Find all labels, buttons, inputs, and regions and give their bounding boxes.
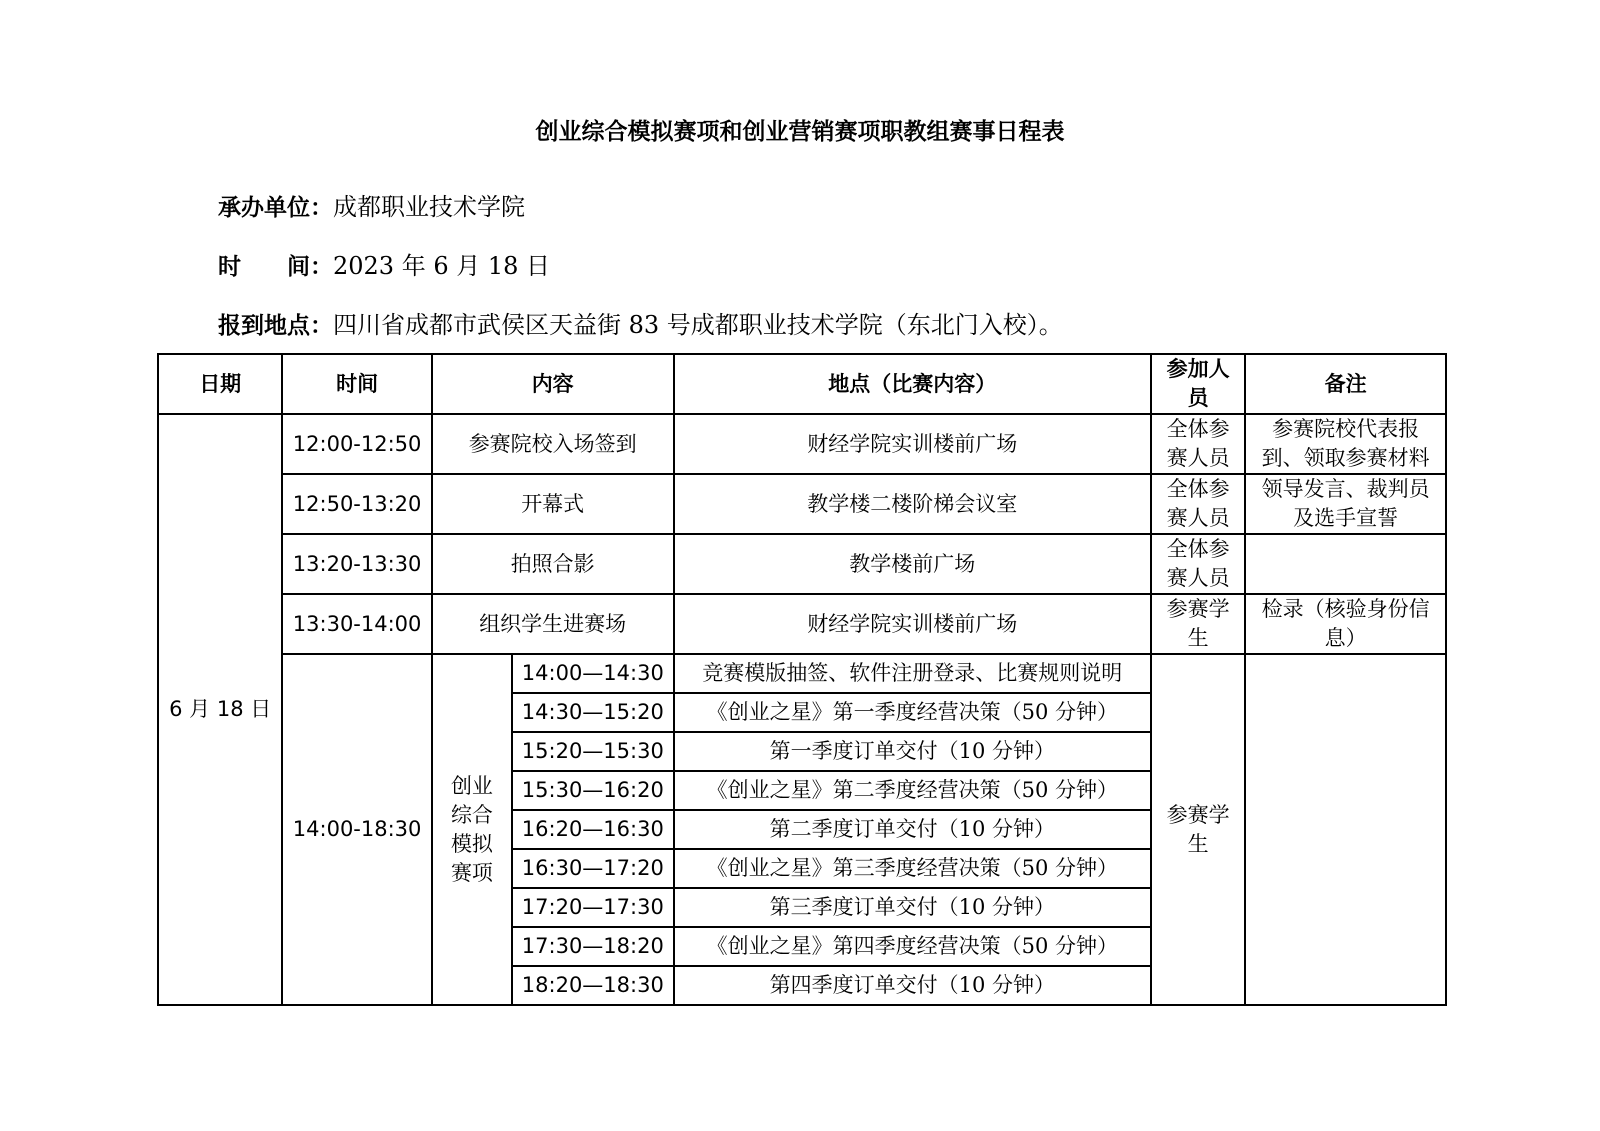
session-activity: 第二季度订单交付（10 分钟） — [674, 810, 1151, 849]
session-time: 18:20—18:30 — [512, 966, 674, 1005]
row-notes — [1245, 534, 1446, 594]
venue-label: 报到地点： — [218, 313, 333, 339]
venue-line — [218, 305, 1063, 340]
session-activity: 第一季度订单交付（10 分钟） — [674, 732, 1151, 771]
row-participants: 全体参赛人员 — [1151, 414, 1245, 474]
session-time: 17:20—17:30 — [512, 888, 674, 927]
session-time: 14:00—14:30 — [512, 654, 674, 693]
row-location: 教学楼二楼阶梯会议室 — [674, 474, 1151, 534]
row-location: 教学楼前广场 — [674, 534, 1151, 594]
row-content: 参赛院校入场签到 — [432, 414, 674, 474]
header-notes: 备注 — [1245, 354, 1446, 414]
host-line — [218, 187, 525, 222]
session-time: 14:30—15:20 — [512, 693, 674, 732]
page-title: 创业综合模拟赛项和创业营销赛项职教组赛事日程表 — [535, 119, 1065, 145]
table-row — [158, 474, 1446, 534]
table-row — [158, 414, 1446, 474]
row-time: 13:20-13:30 — [282, 534, 431, 594]
header-content: 内容 — [432, 354, 674, 414]
venue-value: 四川省成都市武侯区天益街 83 号成都职业技术学院（东北门入校）。 — [333, 311, 1063, 339]
row-location: 财经学院实训楼前广场 — [674, 594, 1151, 654]
block-participants — [1151, 654, 1245, 1005]
block-time: 14:00-18:30 — [282, 654, 431, 1005]
row-time: 12:00-12:50 — [282, 414, 431, 474]
row-content: 拍照合影 — [432, 534, 674, 594]
session-time: 15:20—15:30 — [512, 732, 674, 771]
session-activity: 《创业之星》第二季度经营决策（50 分钟） — [674, 771, 1151, 810]
block-event-label: 创业综合模拟赛项 — [450, 773, 493, 885]
table-row — [158, 534, 1446, 594]
session-row — [158, 654, 1446, 693]
row-notes: 检录（核验身份信息） — [1245, 594, 1446, 654]
header-participants: 参加人员 — [1151, 354, 1245, 414]
row-time: 12:50-13:20 — [282, 474, 431, 534]
host-value: 成都职业技术学院 — [333, 193, 525, 221]
session-time: 15:30—16:20 — [512, 771, 674, 810]
block-participants-label: 参赛学生 — [1166, 802, 1230, 856]
session-time: 16:30—17:20 — [512, 849, 674, 888]
row-location: 财经学院实训楼前广场 — [674, 414, 1151, 474]
block-event — [432, 654, 512, 1005]
session-time: 16:20—16:30 — [512, 810, 674, 849]
host-label: 承办单位： — [218, 195, 333, 221]
session-time: 17:30—18:20 — [512, 927, 674, 966]
row-participants: 全体参赛人员 — [1151, 534, 1245, 594]
time-label: 时 间： — [218, 254, 333, 280]
row-participants: 全体参赛人员 — [1151, 474, 1245, 534]
time-value: 2023 年 6 月 18 日 — [333, 252, 551, 280]
row-participants: 参赛学生 — [1151, 594, 1245, 654]
schedule-table — [157, 353, 1447, 1006]
session-activity: 竞赛模版抽签、软件注册登录、比赛规则说明 — [674, 654, 1151, 693]
row-notes: 参赛院校代表报到、领取参赛材料 — [1245, 414, 1446, 474]
header-location: 地点（比赛内容） — [674, 354, 1151, 414]
row-content: 组织学生进赛场 — [432, 594, 674, 654]
header-date: 日期 — [158, 354, 282, 414]
session-activity: 《创业之星》第三季度经营决策（50 分钟） — [674, 849, 1151, 888]
row-content: 开幕式 — [432, 474, 674, 534]
row-notes: 领导发言、裁判员及选手宣誓 — [1245, 474, 1446, 534]
block-notes — [1245, 654, 1446, 1005]
session-activity: 第三季度订单交付（10 分钟） — [674, 888, 1151, 927]
header-time: 时间 — [282, 354, 431, 414]
table-row — [158, 594, 1446, 654]
session-activity: 《创业之星》第一季度经营决策（50 分钟） — [674, 693, 1151, 732]
time-line — [218, 246, 550, 281]
session-activity: 第四季度订单交付（10 分钟） — [674, 966, 1151, 1005]
date-cell: 6 月 18 日 — [158, 414, 282, 1005]
row-time: 13:30-14:00 — [282, 594, 431, 654]
session-activity: 《创业之星》第四季度经营决策（50 分钟） — [674, 927, 1151, 966]
table-header-row — [158, 354, 1446, 414]
